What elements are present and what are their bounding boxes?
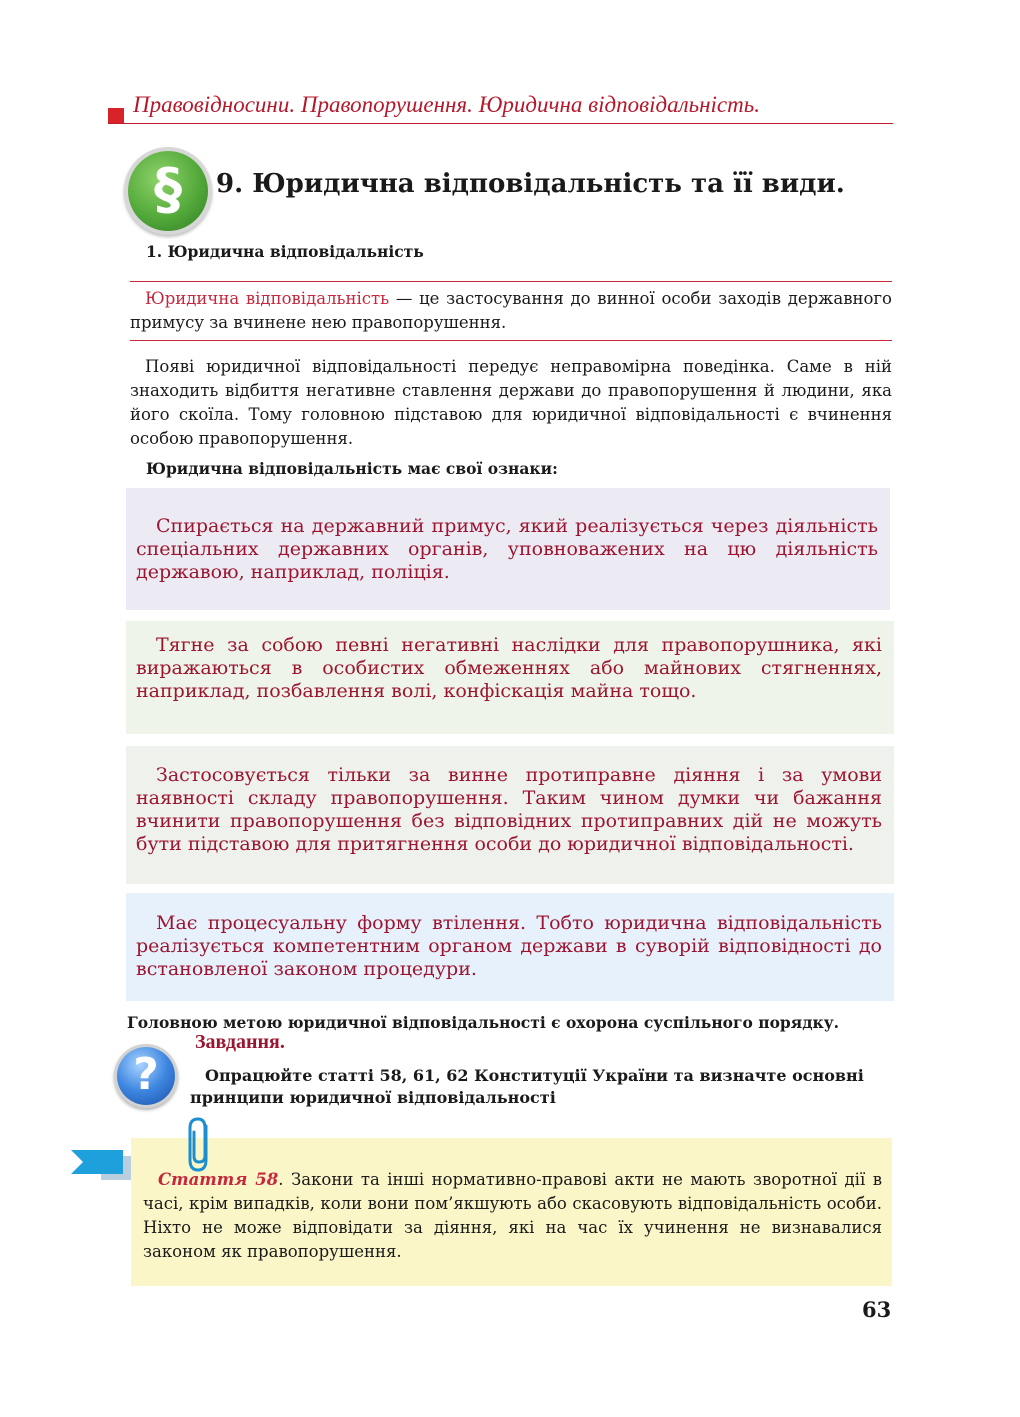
feature-text: Застосовується тільки за винне протиправне діяння і за умови наявності складу правопорушення. Таким чином думки чи бажання вчинити правопорушення без відповідних протиправних дій не можуть бути підставою для притягнення особи до юридичної відповідальності. [136,764,882,855]
section-glyph: § [154,157,182,222]
article-label: Стаття 58 [158,1170,279,1189]
feature-box [126,488,890,610]
feature-text: Має процесуальну форму втілення. Тобто юридична відповідальність реалізується компетентним органом держави в суворій відповідності до встановленої законом процедури. [136,912,882,980]
features-heading: Юридична відповідальність має свої ознаки: [146,459,558,478]
definition-block [130,287,892,335]
task-title: Завдання. [195,1031,285,1053]
page-number: 63 [862,1297,892,1322]
question-glyph: ? [133,1049,159,1100]
page-title: 9. Юридична відповідальність та її види. [216,169,845,199]
bookmark-ribbon-icon [71,1150,133,1180]
article-box [131,1138,892,1286]
feature-box [126,621,894,734]
feature-box [126,746,894,884]
definition-term: Юридична відповідальність [145,289,390,308]
definition-text: — це застосування до винної особи заходів державного примусу за вчинене нею правопорушення. [130,289,892,332]
intro-paragraph: Появі юридичної відповідальності передує неправомірна поведінка. Саме в ній знаходить відбиття негативне ставлення держави до правопорушення й людини, яка його скоїла. Тому головною підставою для юридичної відповідальності є вчинення особою правопорушення. [130,357,892,448]
article-paragraph [143,1168,882,1264]
paperclip-icon [186,1116,216,1174]
task-text: Опрацюйте статті 58, 61, 62 Конституції України та визначте основні принципи юридичної відповідальності [190,1066,864,1107]
subheading: 1. Юридична відповідальність [146,242,424,261]
header-marker [108,108,124,124]
question-icon [117,1047,175,1105]
definition-divider-top [130,281,892,282]
header-divider [108,123,893,124]
main-goal-statement: Головною метою юридичної відповідальності є охорона суспільного порядку. [127,1013,840,1032]
definition-divider-bottom [130,340,892,341]
feature-text: Тягне за собою певні негативні наслідки для правопорушника, які виражаються в особистих обмеженнях або майнових стягненнях, наприклад, позбавлення волі, конфіскація майна тощо. [136,634,882,702]
section-sign-icon [128,151,208,231]
running-header: Правовідносини. Правопорушення. Юридична відповідальність. [133,92,760,117]
feature-box [126,893,894,1001]
feature-text: Спирається на державний примус, який реалізується через діяльність спеціальних державних органів, уповноважених на цю діяльність державою, наприклад, поліція. [136,515,878,583]
article-text: . Закони та інші нормативно-правові акти не мають зворотної дії в часі, крім випадків, коли вони пом’якшують або скасовують відповідальність особи. Ніхто не може відповідати за діяння, які на час їх учинення не визнавалися законом як правопорушення. [143,1170,882,1261]
